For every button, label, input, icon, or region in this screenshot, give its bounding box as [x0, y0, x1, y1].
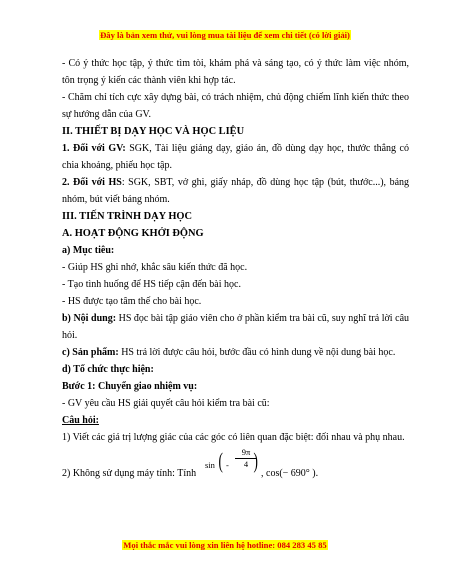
subheading: d) Tổ chức thực hiện: — [62, 364, 154, 375]
paragraph: b) Nội dung: HS đọc bài tập giáo viên cho ở phần kiểm tra bài cũ, suy nghĩ trả lời câu hỏi. — [62, 313, 410, 341]
paragraph: - Chăm chỉ tích cực xây dựng bài, có trách nhiệm, chủ động chiếm lĩnh kiến thức theo sự hướng dẫn của GV. — [62, 92, 409, 120]
fraction: 9π 4 — [235, 447, 257, 470]
step-heading: Bước 1: Chuyển giao nhiệm vụ: — [62, 381, 198, 392]
paragraph: - HS được tạo tâm thế cho bài học. — [62, 296, 202, 307]
paragraph: - Có ý thức học tập, ý thức tìm tòi, khám phá và sáng tạo, có ý thức làm việc nhóm, tôn trọng ý kiến các thành viên khi hợp tác. — [62, 58, 409, 86]
section-heading: II. THIẾT BỊ DẠY HỌC VÀ HỌC LIỆU — [62, 126, 245, 137]
paragraph: - GV yêu cầu HS giải quyết câu hỏi kiểm tra bài cũ: — [62, 398, 270, 409]
subheading: a) Mục tiêu: — [62, 245, 115, 256]
question-1: 1) Viết các giá trị lượng giác của các góc có liên quan đặc biệt: đối nhau và phụ nhau. — [62, 432, 405, 443]
document-body — [62, 55, 409, 486]
section-heading: A. HOẠT ĐỘNG KHỞI ĐỘNG — [62, 228, 204, 239]
paragraph: c) Sản phẩm: HS trả lời được câu hỏi, bước đầu có hình dung về nội dung bài học. — [62, 347, 396, 358]
paragraph: 2. Đối với HS: SGK, SBT, vở ghi, giấy nháp, đồ dùng học tập (bút, thước...), bảng nhóm, bút viết bảng nhóm. — [62, 177, 410, 205]
preview-banner: Đây là bản xem thử, vui lòng mua tài liệu để xem chi tiết (có lời giải) — [100, 30, 350, 40]
hotline-banner: Mọi thắc mắc vui lòng xin liên hệ hotline: 084 283 45 85 — [123, 540, 327, 550]
paragraph: - Giúp HS ghi nhớ, khắc sâu kiến thức đã học. — [62, 262, 248, 273]
paragraph: - Tạo tình huống để HS tiếp cận đến bài học. — [62, 279, 241, 290]
section-heading: III. TIẾN TRÌNH DẠY HỌC — [62, 211, 193, 222]
question-2: 2) Không sử dụng máy tính: Tính sin ( - 9π 4 ) , cos(− 690° ). — [62, 447, 319, 479]
question-label: Câu hỏi: — [62, 415, 99, 426]
paragraph: 1. Đối với GV: SGK, Tài liệu giảng dạy, giáo án, đồ dùng dạy học, thước thẳng có chia khoảng, phiếu học tập. — [62, 143, 409, 171]
